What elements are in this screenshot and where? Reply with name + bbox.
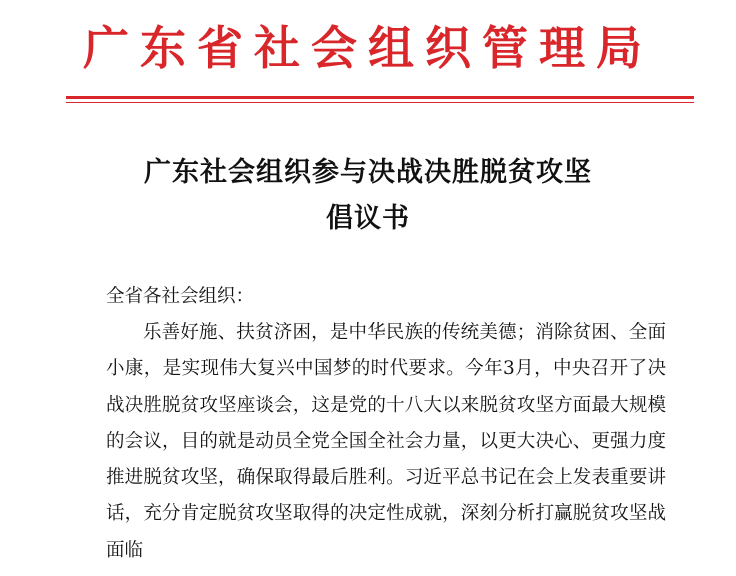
- masthead-divider-thick: [66, 96, 694, 99]
- masthead-title: 广东省社会组织管理局: [83, 21, 653, 75]
- document-title-line2: 倡议书: [326, 203, 410, 234]
- salutation: 全省各社会组织：: [106, 286, 255, 307]
- document-title-line1: 广东社会组织参与决战决胜脱贫攻坚: [144, 157, 592, 188]
- body-paragraph: 乐善好施、扶贫济困，是中华民族的传统美德；消除贫困、全面小康，是实现伟大复兴中国梦的时代要求。今年3月，中央召开了决战决胜脱贫攻坚座谈会，这是党的十八大以来脱贫攻坚方面最大规模的会议，目的就是动员全党全国全社会力量，以更大决心、更强力度推进脱贫攻坚，确保取得最后胜利。习近平总书记在会上发表重要讲话，充分肯定脱贫攻坚取得的决定性成就，深刻分析打赢脱贫攻坚战面临: [106, 322, 666, 561]
- masthead-divider-thin: [66, 102, 694, 103]
